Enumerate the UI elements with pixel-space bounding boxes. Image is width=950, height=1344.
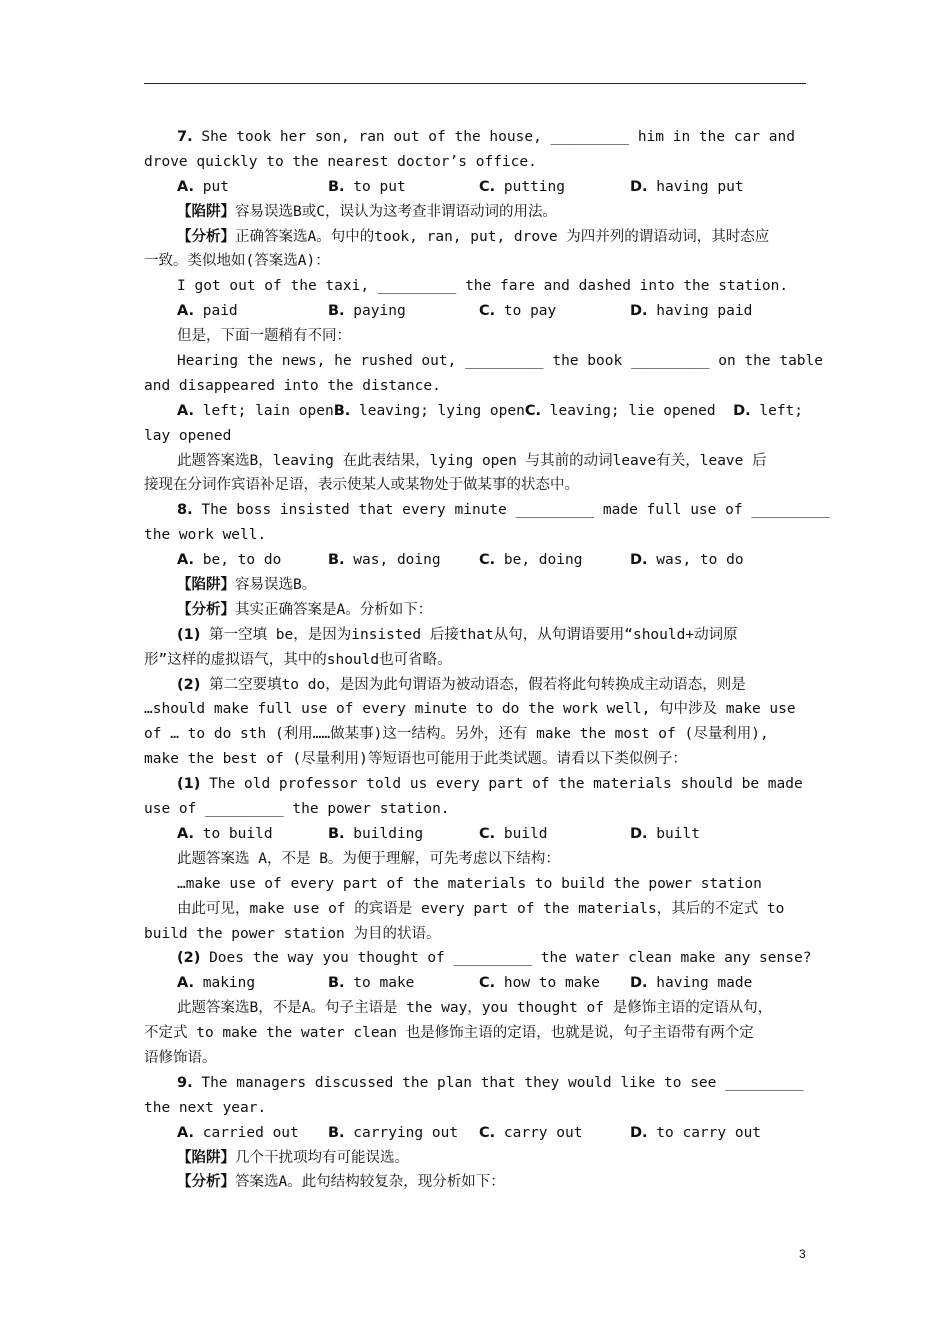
- option-a: A. making: [177, 975, 256, 992]
- q8-point-2-line-1: (2) 第二空要填to do，是因为此句谓语为被动语态，假若将此句转换成主动语态，则是: [177, 676, 746, 693]
- q7-analysis-1: 【分析】正确答案选A。句中的took, ran, put, drove 为四并列的谓语动词，其时态应: [177, 228, 770, 245]
- q7-example-2-line-2: and disappeared into the distance.: [144, 377, 441, 394]
- option-c: C. putting: [479, 178, 565, 195]
- q8-point-1-line-2: 形”这样的虚拟语气，其中的should也可省略。: [144, 651, 452, 668]
- q8-example-1-options: [144, 822, 806, 847]
- q8-example-1-explain-1: 由此可见，make use of 的宾语是 every part of the materials，其后的不定式 to: [177, 900, 785, 917]
- option-c: C. be, doing: [479, 552, 583, 569]
- header-rule: [144, 83, 806, 84]
- q8-example-2-options: [144, 971, 806, 996]
- option-d: D. built: [630, 825, 700, 842]
- q7-example-1: I got out of the taxi, _________ the fare and dashed into the station.: [177, 278, 789, 295]
- q8-number: 8.: [177, 502, 193, 519]
- q7-example-2-options: [144, 399, 806, 424]
- q8-point-2-line-2: …should make full use of every minute to do the work well, 句中涉及 make use: [144, 701, 796, 718]
- analysis-tag: 【分析】: [177, 601, 235, 618]
- analysis-tag: 【分析】: [177, 1174, 235, 1191]
- q8-point-2-line-4: make the best of (尽量利用)等短语也可能用于此类试题。请看以下类似例子：: [144, 751, 687, 768]
- option-a: A. put: [177, 178, 229, 195]
- q9-options: [144, 1121, 806, 1146]
- option-d: D. having paid: [630, 303, 753, 320]
- option-c: C. carry out: [479, 1124, 583, 1141]
- q7-example-1-options: [144, 299, 806, 324]
- option-b: B. carrying out: [328, 1124, 459, 1141]
- q7-analysis-2: 一致。类似地如(答案选A)：: [144, 253, 330, 270]
- q7-trap: 【陷阱】容易误选B或C，误认为这考查非谓语动词的用法。: [177, 203, 557, 220]
- trap-tag: 【陷阱】: [177, 203, 235, 220]
- q8-point-2-line-3: of … to do sth (利用……做某事)这一结构。另外，还有 make the most of (尽量利用),: [144, 726, 769, 743]
- option-a: A. paid: [177, 303, 238, 320]
- option-d: D. to carry out: [630, 1124, 762, 1141]
- trap-tag: 【陷阱】: [177, 577, 235, 594]
- q8-trap: 【陷阱】容易误选B。: [177, 577, 317, 594]
- q8-example-2-line-1: (2) Does the way you thought of _________ the water clean make any sense?: [177, 950, 812, 967]
- q7-example-2-answer-2: 接现在分词作宾语补足语，表示使某人或某物处于做某事的状态中。: [144, 477, 579, 494]
- option-a: A. be, to do: [177, 552, 282, 569]
- q8-options: [144, 548, 806, 573]
- q8-example-1-line-1: (1) The old professor told us every part of the materials should be made: [177, 776, 803, 793]
- q8-example-1-answer: 此题答案选 A，不是 B。为便于理解，可先考虑以下结构：: [177, 850, 560, 867]
- q7-options: [144, 175, 806, 200]
- option-c: C. leaving; lie opened: [524, 402, 734, 419]
- page-content: [144, 125, 830, 1195]
- option-b: B. leaving; lying open: [333, 402, 525, 419]
- analysis-tag: 【分析】: [177, 228, 235, 245]
- option-b: B. building: [328, 825, 424, 842]
- trap-tag: 【陷阱】: [177, 1149, 235, 1166]
- q8-example-2-answer-3: 语修饰语。: [144, 1049, 217, 1066]
- q8-example-1-line-2: use of _________ the power station.: [144, 801, 450, 818]
- option-b: B. was, doing: [328, 552, 441, 569]
- q7-line-1: 7. She took her son, ran out of the house, _________ him in the car and: [177, 129, 795, 145]
- option-d: D. having made: [630, 975, 753, 992]
- q7-line-2: drove quickly to the nearest doctor’s office.: [144, 153, 537, 170]
- q8-example-2-answer-2: 不定式 to make the water clean 也是修饰主语的定语，也就是说，句子主语带有两个定: [144, 1025, 754, 1042]
- option-d: D. was, to do: [630, 552, 744, 569]
- option-c: C. to pay: [479, 303, 557, 320]
- q7-but: 但是，下面一题稍有不同：: [177, 328, 351, 345]
- q8-analysis: 【分析】其实正确答案是A。分析如下：: [177, 601, 433, 618]
- q8-example-1-explain-2: build the power station 为目的状语。: [144, 925, 441, 942]
- q8-line-1: 8. The boss insisted that every minute _________ made full use of _________: [177, 502, 830, 519]
- option-a: A. left; lain open: [177, 402, 334, 419]
- q8-point-1-line-1: (1) 第一空填 be，是因为insisted 后接that从句，从句谓语要用“should+动词原: [177, 626, 738, 643]
- q7-example-2-line-1: Hearing the news, he rushed out, _________ the book _________ on the table: [177, 353, 824, 370]
- q8-example-2-answer-1: 此题答案选B，不是A。句子主语是 the way，you thought of 是修饰主语的定语从句，: [177, 1000, 773, 1017]
- q9-trap: 【陷阱】几个干扰项均有可能误选。: [177, 1149, 409, 1166]
- q7-example-2-answer-1: 此题答案选B，leaving 在此表结果，lying open 与其前的动词leave有关，leave 后: [177, 452, 767, 469]
- option-c: C. how to make: [479, 975, 600, 992]
- q7-number: 7.: [177, 129, 193, 145]
- option-c: C. build: [479, 825, 548, 842]
- q7-example-2-options-cont: lay opened: [144, 427, 232, 444]
- q8-example-1-structure: …make use of every part of the materials to build the power station: [177, 875, 762, 892]
- q9-line-1: 9. The managers discussed the plan that they would like to see _________: [177, 1074, 804, 1091]
- page-number: 3: [799, 1247, 806, 1261]
- option-b: B. to make: [328, 975, 415, 992]
- option-d: D. having put: [630, 178, 744, 195]
- option-b: B. to put: [328, 178, 406, 195]
- option-d: D. left;: [733, 402, 804, 419]
- q9-number: 9.: [177, 1074, 193, 1091]
- q8-line-2: the work well.: [144, 527, 267, 544]
- option-a: A. carried out: [177, 1124, 299, 1141]
- option-a: A. to build: [177, 825, 273, 842]
- q9-analysis: 【分析】答案选A。此句结构较复杂，现分析如下：: [177, 1174, 505, 1191]
- q9-line-2: the next year.: [144, 1099, 267, 1116]
- option-b: B. paying: [328, 303, 406, 320]
